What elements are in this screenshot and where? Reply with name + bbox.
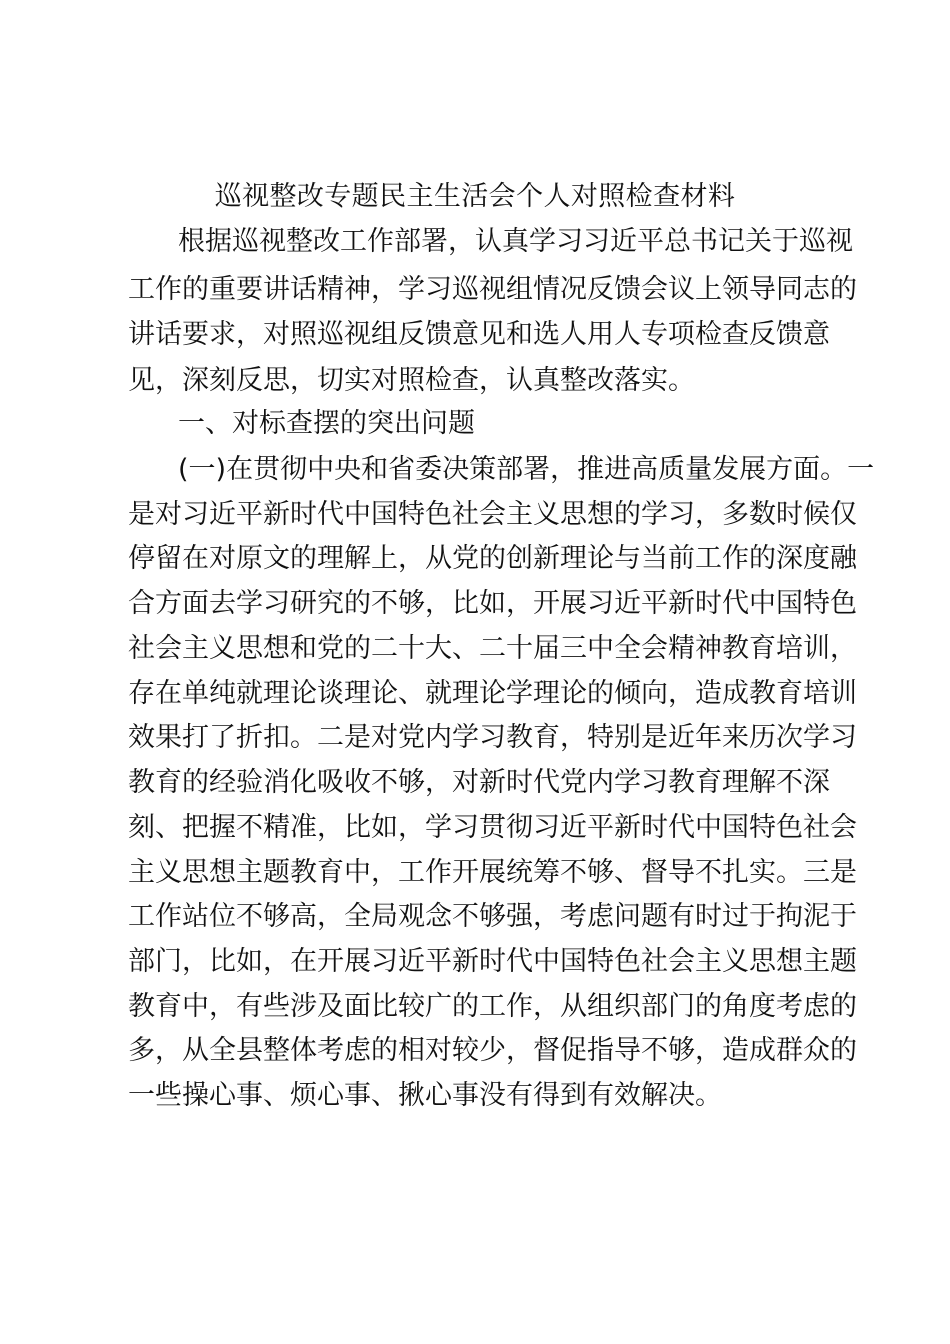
- item-line: 主义思想主题教育中，工作开展统筹不够、督导不扎实。三是: [128, 857, 857, 888]
- item-line: 效果打了折扣。二是对党内学习教育，特别是近年来历次学习: [128, 722, 857, 753]
- intro-line: 见，深刻反思，切实对照检查，认真整改落实。: [128, 365, 695, 396]
- item-line: 合方面去学习研究的不够，比如，开展习近平新时代中国特色: [128, 588, 857, 619]
- section-heading: 一、对标查摆的突出问题: [178, 408, 475, 439]
- intro-line: 根据巡视整改工作部署，认真学习习近平总书记关于巡视: [178, 226, 853, 257]
- item-line: 部门，比如，在开展习近平新时代中国特色社会主义思想主题: [128, 946, 857, 977]
- item-line: 是对习近平新时代中国特色社会主义思想的学习，多数时候仅: [128, 499, 857, 530]
- item-line: 社会主义思想和党的二十大、二十届三中全会精神教育培训，: [128, 633, 857, 664]
- item-line: (一)在贯彻中央和省委决策部署，推进高质量发展方面。一: [178, 454, 875, 485]
- item-line: 刻、把握不精准，比如，学习贯彻习近平新时代中国特色社会: [128, 812, 857, 843]
- intro-line: 工作的重要讲话精神，学习巡视组情况反馈会议上领导同志的: [128, 274, 857, 305]
- item-line: 停留在对原文的理解上，从党的创新理论与当前工作的深度融: [128, 543, 857, 574]
- item-line: 存在单纯就理论谈理论、就理论学理论的倾向，造成教育培训: [128, 678, 857, 709]
- item-line: 工作站位不够高，全局观念不够强，考虑问题有时过于拘泥于: [128, 901, 857, 932]
- item-line: 教育中，有些涉及面比较广的工作，从组织部门的角度考虑的: [128, 991, 857, 1022]
- item-line: 一些操心事、烦心事、揪心事没有得到有效解决。: [128, 1080, 722, 1111]
- document-title: 巡视整改专题民主生活会个人对照检查材料: [214, 181, 736, 212]
- intro-line: 讲话要求，对照巡视组反馈意见和选人用人专项检查反馈意: [128, 319, 830, 350]
- item-line: 教育的经验消化吸收不够，对新时代党内学习教育理解不深: [128, 767, 830, 798]
- item-line: 多，从全县整体考虑的相对较少，督促指导不够，造成群众的: [128, 1035, 857, 1066]
